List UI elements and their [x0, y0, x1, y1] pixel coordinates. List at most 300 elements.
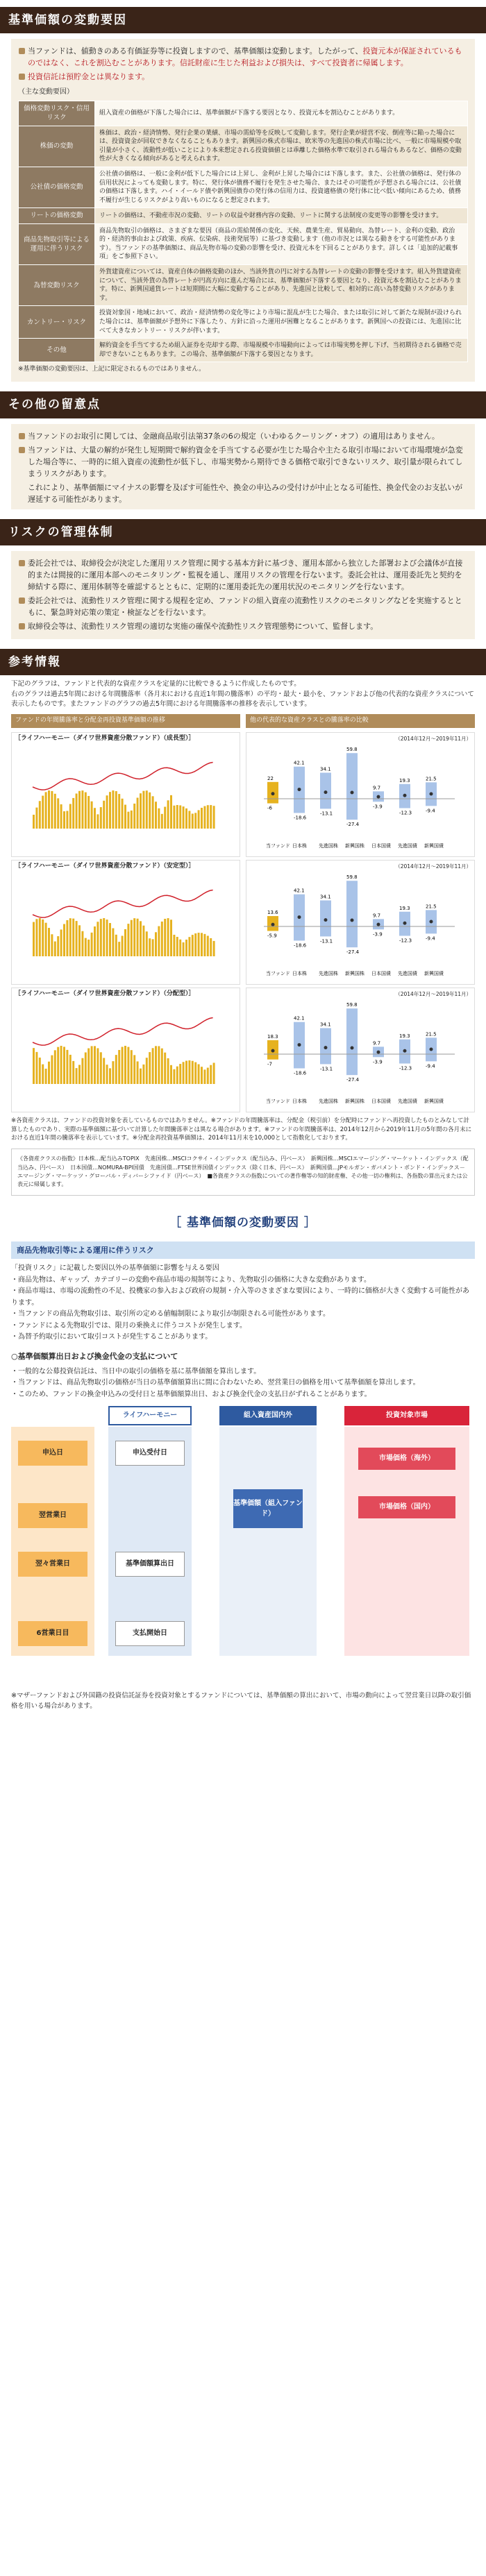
return-bar — [63, 811, 65, 829]
day-sixth: 6営業日目 — [18, 1621, 87, 1646]
return-bar — [35, 919, 37, 956]
return-bar — [91, 933, 93, 956]
return-bar — [170, 795, 172, 829]
return-bar — [173, 806, 175, 829]
return-bar — [188, 937, 190, 956]
risk-row-desc: 株価は、政治・経済情勢、発行企業の業績、市場の需給等を反映して変動します。発行企業が経営不安、倒産等に陥った場合には、投資資金が回収できなくなることもあります。新興国の株式市場は、欧米等の先進国の株式市場に比べ、一般に市場規模や取引量が小さく、流動性が低いことにより本来想定される投資価値とは乖離した価格水準で取引される場合もあるなど、価格の変動性が大きくなる傾向があると考えられます。 — [95, 126, 468, 167]
min-label: -9.4 — [426, 935, 435, 942]
max-label: 21.5 — [426, 776, 437, 782]
min-label: -27.4 — [346, 822, 360, 828]
return-bar — [103, 1058, 105, 1084]
return-bar — [185, 940, 187, 956]
return-bar — [97, 1048, 99, 1084]
reference-intro — [11, 679, 475, 710]
chart-period: （2014年12月〜2019年11月） — [395, 990, 471, 997]
return-bar — [133, 1055, 135, 1084]
risk-row — [19, 101, 468, 126]
commodity-risk-line: ・為替予約取引において取引コストが発生することがあります。 — [11, 1333, 212, 1341]
return-bar — [115, 791, 117, 829]
section-title-reference: 参考情報 — [0, 649, 486, 675]
avg-dot — [403, 922, 407, 925]
return-bar — [122, 799, 124, 829]
max-label: 19.3 — [399, 777, 410, 783]
return-bar — [106, 920, 108, 956]
risk-row-label: 株価の変動 — [19, 126, 95, 167]
day-next-next: 翌々営業日 — [18, 1552, 87, 1577]
avg-dot — [377, 795, 380, 799]
flow-application-date: 申込受付日 — [115, 1441, 185, 1466]
return-bar — [87, 940, 90, 956]
fund-chart-svg — [12, 873, 233, 977]
return-bar — [152, 939, 154, 956]
return-bar — [155, 932, 157, 956]
nav-calc-line: ・一般的な公募投資信託は、当日中の取引の価格を基に基準価額を算出します。 — [11, 1367, 261, 1375]
return-bar — [161, 1049, 163, 1084]
avg-dot — [351, 790, 354, 794]
return-bar — [69, 918, 72, 956]
nav-line — [33, 1017, 213, 1045]
category-label: 日本株 — [292, 970, 307, 976]
return-bar — [155, 1046, 157, 1084]
avg-dot — [430, 1047, 433, 1051]
return-bar — [142, 1065, 144, 1084]
invest-assets-label: 組入資産国内外 — [219, 1406, 317, 1425]
min-label: -27.4 — [346, 1077, 360, 1083]
return-bar — [109, 923, 111, 956]
return-bar — [201, 1067, 203, 1084]
return-bar — [39, 918, 41, 956]
final-note: ※マザーファンドおよび外国籍の投資信託証券を投資対象とするファンドについては、基準価額の算出において、市場の動向によって翌営業日以降の取引価格を用いる場合があります。 — [11, 1692, 471, 1711]
asset-class-chart — [246, 860, 475, 985]
return-bar — [60, 929, 62, 956]
commodity-risk-lead: 「投資リスク」に記載した要因以外の基準価額に影響を与える要因 — [11, 1264, 219, 1273]
return-bar — [112, 1061, 114, 1084]
paragraph: これにより、基準価額にマイナスの影響を及ぼす可能性や、換金の申込みの受付けが中止となる可能性、換金代金のお支払いが遅延する可能性があります。 — [28, 482, 463, 504]
min-label: -13.1 — [320, 938, 333, 944]
category-label: 先進国株 — [319, 1098, 338, 1104]
return-bar — [94, 926, 96, 956]
return-bar — [161, 814, 163, 829]
return-bar — [57, 1047, 59, 1084]
return-bar — [60, 1046, 62, 1084]
nav-line — [33, 890, 213, 917]
bullet-item — [18, 45, 468, 69]
max-label: 13.6 — [267, 910, 278, 916]
return-bar — [173, 1069, 175, 1084]
category-label: 日本株 — [292, 842, 307, 849]
avg-dot — [377, 1051, 380, 1054]
return-bar — [207, 805, 209, 829]
return-bar — [179, 805, 181, 829]
return-bar — [54, 941, 56, 956]
chart-title: ［ライフハーモニー（ダイワ世界資産分散ファンド）（分配型）］ — [15, 990, 195, 997]
return-bar — [176, 1067, 178, 1084]
category-label: 日本国債 — [371, 970, 391, 976]
return-bar — [54, 794, 56, 829]
return-bar — [210, 1065, 212, 1084]
return-bar — [48, 1062, 50, 1084]
section-title-volatility: 基準価額の変動要因 — [0, 7, 486, 33]
risk-row-label: 価格変動リスク・信用リスク — [19, 101, 95, 126]
invest-column — [219, 1427, 317, 1656]
return-bar — [203, 806, 206, 828]
return-bar — [72, 798, 74, 829]
return-bar — [188, 1060, 190, 1084]
avg-dot — [430, 920, 433, 923]
risk-row — [19, 126, 468, 167]
index-source-box: 《各資産クラスの指数》日本株…配当込みTOPIX 先進国株…MSCIコクサイ・インデックス（配当込み、円ベース） 新興国株…MSCIエマージング・マーケット・インデックス（配当込み、円ベース） 日本国債…NOMURA-BPI国債 先進国債…FTSE世界国債インデックス（除く日本、円ベース） 新興国債…JPモルガン・ガバメント・ボンド・インデックス－エマージング・マーケッツ・グローバル・ディバーシファイド（円ベース） ■各資産クラスの指数についての著作権等の知的財産権、その他一切の権利は、各指数の算出元または公表元に帰属します。 — [11, 1149, 475, 1196]
avg-dot — [403, 1049, 407, 1053]
risk-row-label: 為替変動リスク — [19, 265, 95, 306]
return-bar — [100, 807, 102, 829]
avg-dot — [324, 918, 328, 922]
return-bar — [85, 938, 87, 956]
return-bar — [106, 1065, 108, 1084]
avg-dot — [324, 790, 328, 794]
nav-calc-line: ・このため、ファンドの換金申込みの受付日と基準価額算出日、および換金代金の支払日がずれることがあります。 — [11, 1390, 371, 1398]
flow-market-overseas: 市場価格（海外） — [358, 1448, 455, 1470]
life-harmony-label: ライフハーモニー — [108, 1406, 192, 1425]
chart-title: ［ライフハーモニー（ダイワ世界資産分散ファンド）（安定型）］ — [15, 862, 195, 870]
asset-class-chart — [246, 732, 475, 857]
settlement-flow-diagram — [11, 1406, 475, 1684]
risk-row — [19, 265, 468, 306]
risk-row — [19, 306, 468, 339]
return-bar — [63, 1046, 65, 1084]
return-bar — [124, 929, 126, 956]
commodity-risk-line: ・商品市場は、市場の流動性の不足、投機家の参入および政府の規制・介入等のさまざまな要因により、一時的に価格が大きく変動する可能性があります。 — [11, 1287, 469, 1307]
return-bar — [100, 919, 102, 956]
return-bar — [124, 804, 126, 828]
avg-dot — [403, 794, 407, 797]
return-bar — [210, 805, 212, 829]
return-bar — [137, 919, 139, 956]
return-bar — [91, 802, 93, 829]
commodity-risk-line: ・ファンドによる先物取引では、限月の乗換えに伴うコストが発生します。 — [11, 1321, 246, 1330]
risk-row-label: 商品先物取引等による運用に伴うリスク — [19, 223, 95, 264]
nav-line — [33, 762, 213, 790]
return-bar — [81, 931, 83, 956]
return-bar — [207, 935, 209, 956]
return-bar — [194, 933, 196, 956]
return-bar — [213, 941, 215, 956]
chart-row — [11, 732, 475, 857]
nav-calc-text — [11, 1366, 475, 1401]
range-bar — [346, 881, 358, 947]
category-label: 先進国債 — [398, 1098, 417, 1104]
return-bar — [97, 922, 99, 956]
return-bar — [94, 1046, 96, 1084]
return-bar — [127, 1047, 129, 1084]
return-bar — [137, 797, 139, 828]
return-bar — [213, 1062, 215, 1084]
return-bar — [109, 792, 111, 829]
bullet-item: 委託会社では、流動性リスク管理に関する規程を定め、ファンドの組入資産の流動性リスクのモニタリングなどを実施するとともに、緊急時対応策の策定・検証などを行ないます。 — [18, 595, 468, 618]
return-bar — [152, 1048, 154, 1084]
avg-dot — [430, 792, 433, 795]
return-bar — [185, 1060, 187, 1083]
return-bar — [137, 1061, 139, 1084]
return-bar — [164, 919, 166, 956]
avg-dot — [351, 918, 354, 922]
return-bar — [124, 1046, 126, 1084]
max-label: 59.8 — [346, 874, 358, 881]
return-bar — [35, 808, 37, 829]
return-bar — [203, 1069, 206, 1084]
return-bar — [115, 1055, 117, 1084]
return-bar — [127, 924, 129, 956]
category-label: 新興国債 — [424, 842, 444, 849]
return-bar — [109, 1068, 111, 1084]
max-label: 34.1 — [320, 766, 331, 772]
return-bar — [198, 1064, 200, 1083]
chart-title: ［ライフハーモニー（ダイワ世界資産分散ファンド）（成長型）］ — [15, 734, 195, 742]
min-label: -12.3 — [399, 810, 412, 816]
min-label: -3.9 — [373, 1059, 383, 1065]
asset-class-chart — [246, 988, 475, 1112]
return-bar — [183, 942, 185, 956]
fund-performance-chart — [11, 732, 240, 857]
category-label: 日本国債 — [371, 1098, 391, 1104]
risk-row-desc: 組入資産の価格が下落した場合には、基準価額が下落する要因となり、投資元本を割込むことがあります。 — [95, 101, 468, 126]
return-bar — [179, 1064, 181, 1084]
avg-dot — [271, 792, 275, 795]
bullet-item: 当ファンドのお取引に関しては、金融商品取引法第37条の6の規定（いわゆるクーリング・オフ）の適用はありません。 — [18, 430, 468, 442]
return-bar — [48, 790, 50, 829]
category-label: 当ファンド — [266, 970, 290, 976]
return-bar — [115, 935, 117, 956]
return-bar — [149, 793, 151, 829]
return-bar — [167, 800, 169, 829]
nav-calc-line: ・当ファンドは、商品先物取引の価格が当日の基準価額算出に間に合わないため、翌営業日の価格を用いて基準価額を算出します。 — [11, 1379, 420, 1387]
max-label: 59.8 — [346, 1002, 358, 1008]
max-label: 9.7 — [373, 1040, 381, 1046]
return-bar — [45, 792, 47, 829]
return-bar — [164, 806, 166, 828]
asset-chart-svg — [246, 988, 467, 1106]
return-bar — [192, 813, 194, 829]
return-bar — [87, 1048, 90, 1083]
risk-row-label: カントリー・リスク — [19, 306, 95, 339]
max-label: 21.5 — [426, 1031, 437, 1037]
flow-nav-date: 基準価額算出日 — [115, 1552, 185, 1577]
risk-row — [19, 208, 468, 223]
return-bar — [69, 1055, 72, 1084]
return-bar — [158, 808, 160, 829]
return-bar — [158, 926, 160, 956]
category-label: 日本株 — [292, 1098, 307, 1104]
asset-chart-svg — [246, 733, 467, 851]
return-bar — [45, 923, 47, 956]
return-bar — [203, 934, 206, 956]
range-bar — [346, 753, 358, 820]
commodity-risk-line: ・当ファンドの商品先物取引は、取引所の定める値幅制限により取引が制限される可能性があります。 — [11, 1310, 330, 1319]
bullet-item: 取締役会等は、流動性リスク管理の適切な実施の確保や流動性リスク管理態勢について、監督します。 — [18, 620, 468, 632]
min-label: -13.1 — [320, 1066, 333, 1072]
return-bar — [63, 924, 65, 956]
category-label: 先進国株 — [319, 842, 338, 849]
return-bar — [170, 920, 172, 956]
max-label: 42.1 — [294, 760, 305, 766]
category-label: 先進国株 — [319, 970, 338, 976]
risk-row — [19, 167, 468, 207]
commodity-risk-text — [11, 1263, 475, 1344]
max-label: 19.3 — [399, 905, 410, 911]
risk-row-desc: 商品先物取引の価格は、さまざまな要因（商品の需給関係の変化、天候、農業生産、貿易動向、為替レート、金利の変動、政治的・経済的事由および政策、疾病、伝染病、技術発展等）に基づき変動します（他の市況とは異なる動きをする可能性があります）。当ファンドの基準価額は、商品先物市場の変動の影響を受け、投資元本を下回ることがあります。詳しくは「追加的記載事項」をご参照下さい。 — [95, 223, 468, 264]
left-chart-header: ファンドの年間騰落率と分配金再投資基準価額の推移 — [11, 714, 240, 728]
fund-performance-chart — [11, 988, 240, 1112]
min-label: -9.4 — [426, 1063, 435, 1069]
min-label: -18.6 — [294, 1070, 307, 1076]
return-bar — [48, 928, 50, 956]
return-bar — [185, 808, 187, 829]
section-title-notes: その他の留意点 — [0, 391, 486, 418]
return-bar — [60, 804, 62, 829]
return-bar — [39, 801, 41, 829]
bullet-item: 委託会社では、取締役会が決定した運用リスク管理に関する基本方針に基づき、運用本部から独立した部署および会議体が直接的または間接的に運用本部へのモニタリング・監視を通し、運用リスクの管理を行ないます。委託会社は、運用委託先と契約を締結する際に、運用体制等を確認するとともに、定期的に運用委託先の運用状況のモニタリングを行ないます。 — [18, 557, 468, 593]
return-bar — [213, 806, 215, 829]
fund-chart-svg — [12, 1001, 233, 1105]
avg-dot — [298, 915, 301, 919]
risk-table — [18, 101, 468, 362]
fund-performance-chart — [11, 860, 240, 985]
return-bar — [164, 1053, 166, 1084]
return-bar — [173, 935, 175, 956]
return-bar — [78, 925, 81, 956]
bullet-item: 投資信託は預貯金とは異なります。 — [18, 71, 468, 83]
return-bar — [146, 931, 148, 956]
commodity-market-label: 投資対象市場 — [344, 1406, 469, 1425]
return-bar — [146, 790, 148, 829]
return-bar — [192, 935, 194, 956]
chart-headers — [11, 714, 475, 728]
return-bar — [76, 921, 78, 956]
return-bar — [158, 1046, 160, 1084]
max-label: 42.1 — [294, 1015, 305, 1022]
min-label: -3.9 — [373, 931, 383, 938]
return-bar — [149, 938, 151, 956]
max-label: 9.7 — [373, 913, 381, 919]
risk-row — [19, 223, 468, 264]
right-chart-header: 他の代表的な資産クラスとの騰落率の比較 — [246, 714, 475, 728]
return-bar — [133, 804, 135, 829]
chart-notes: ※各資産クラスは、ファンドの投資対象を表しているものではありません。※ファンドの年間騰落率は、分配金（税引前）を分配時にファンドへ再投資したものとみなして計算したものであり、実際の基準価額に基づいて計算した年間騰落率とは異なる場合があります。※ファンドの年間騰落率は、2014年12月から2019年11月の5年間の各月末における直近1年間の騰落率を表示しています。※分配金再投資基準価額は、2014年11月末を10,000として指数化しております。 — [11, 1117, 472, 1142]
avg-dot — [377, 923, 380, 926]
return-bar — [194, 1062, 196, 1084]
avg-dot — [351, 1046, 354, 1049]
max-label: 59.8 — [346, 747, 358, 753]
avg-dot — [271, 923, 275, 926]
min-label: -7 — [267, 1061, 272, 1067]
risk-row-desc: 外貨建資産については、資産自体の価格変動のほか、当該外貨の円に対する為替レートの変動の影響を受けます。組入外貨建資産について、当該外貨の為替レートが円高方向に進んだ場合には、基準価額が下落する要因となり、投資元本を割込むことがあります。特に、新興国通貨レートは短期間に大幅に変動することがあり、先進国と比較して、相対的に高い為替変動リスクがあります。 — [95, 265, 468, 306]
flow-payment-date: 支払開始日 — [115, 1621, 185, 1646]
category-label: 日本国債 — [371, 842, 391, 849]
return-bar — [133, 918, 135, 956]
return-bar — [42, 920, 44, 956]
chart-period: （2014年12月〜2019年11月） — [395, 735, 471, 742]
return-bar — [122, 935, 124, 956]
return-bar — [85, 1052, 87, 1084]
category-label: 新興国株 — [345, 970, 364, 976]
table-footnote: ※基準価額の変動要因は、上記に限定されるものではありません。 — [18, 366, 206, 373]
max-label: 34.1 — [320, 1022, 331, 1028]
min-label: -27.4 — [346, 949, 360, 956]
return-bar — [131, 1050, 133, 1084]
return-bar — [106, 795, 108, 829]
return-bar — [167, 1058, 169, 1084]
return-bar — [103, 801, 105, 829]
return-bar — [142, 791, 144, 829]
return-bar — [131, 920, 133, 956]
return-bar — [33, 1048, 35, 1084]
return-bar — [118, 942, 120, 956]
return-bar — [81, 1058, 83, 1084]
return-bar — [167, 918, 169, 956]
min-label: -13.1 — [320, 811, 333, 817]
category-label: 当ファンド — [266, 1098, 290, 1104]
return-bar — [66, 1050, 68, 1084]
return-bar — [146, 1058, 148, 1084]
return-bar — [91, 1046, 93, 1084]
max-label: 19.3 — [399, 1033, 410, 1039]
return-bar — [142, 926, 144, 956]
return-bar — [76, 1068, 78, 1084]
chart-period: （2014年12月〜2019年11月） — [395, 863, 471, 870]
return-bar — [176, 805, 178, 829]
min-label: -12.3 — [399, 1065, 412, 1071]
risk-row-desc: 公社債の価格は、一般に金利が低下した場合には上昇し、金利が上昇した場合には下落します。また、公社債の価格は、発行体の信用状況によっても変動します。特に、発行体が債務不履行を発生させた場合、またはその可能性が予想される場合には、公社債の価格は下落します。ハイ・イールド債や新興国債券の発行体の信用力は、投資適格債の発行体に比べ低い傾向にあるため、債務不履行が生じるリスクがより高いものになると想定されます。 — [95, 167, 468, 207]
return-bar — [42, 795, 44, 828]
max-label: 42.1 — [294, 888, 305, 894]
return-bar — [51, 934, 53, 956]
bullet-text: 当ファンドは、値動きのある有価証券等に投資しますので、基準価額は変動します。したがって、 — [28, 46, 363, 56]
fund-chart-svg — [12, 745, 233, 849]
chart-row — [11, 988, 475, 1112]
return-bar — [183, 1062, 185, 1084]
category-label: 当ファンド — [266, 842, 290, 849]
return-bar — [78, 791, 81, 829]
min-label: -9.4 — [426, 808, 435, 814]
return-bar — [179, 940, 181, 956]
min-label: -3.9 — [373, 804, 383, 810]
return-bar — [170, 1065, 172, 1084]
reference-text: 右のグラフは過去5年間における年間騰落率（各月末における直近1年間の騰落率）の平均・最大・最小を、ファンドおよび他の代表的な資産クラスについて表示したものです。またファンドのグラフの過去5年間における年間騰落率の推移を表示しています。 — [11, 690, 474, 709]
risk-row-label: 公社債の価格変動 — [19, 167, 95, 207]
return-bar — [66, 920, 68, 956]
return-bar — [42, 1065, 44, 1084]
return-bar — [112, 928, 114, 956]
category-label: 新興国債 — [424, 1098, 444, 1104]
return-bar — [81, 790, 83, 829]
return-bar — [122, 1046, 124, 1083]
return-bar — [183, 806, 185, 829]
avg-dot — [271, 1049, 275, 1053]
return-bar — [85, 793, 87, 829]
max-label: 21.5 — [426, 904, 437, 910]
return-bar — [54, 1050, 56, 1084]
avg-dot — [298, 788, 301, 791]
return-bar — [100, 1052, 102, 1084]
return-bar — [78, 1065, 81, 1084]
avg-dot — [324, 1046, 328, 1049]
risk-row-label: その他 — [19, 339, 95, 362]
return-bar — [39, 1058, 41, 1084]
return-bar — [103, 918, 105, 956]
return-bar — [131, 811, 133, 829]
commodity-risk-line: ・商品先物は、ギャップ、カテゴリーの変動や商品市場の規制等により、先物取引の価格に大きな変動があります。 — [11, 1276, 371, 1284]
category-label: 新興国債 — [424, 970, 444, 976]
return-bar — [201, 933, 203, 956]
